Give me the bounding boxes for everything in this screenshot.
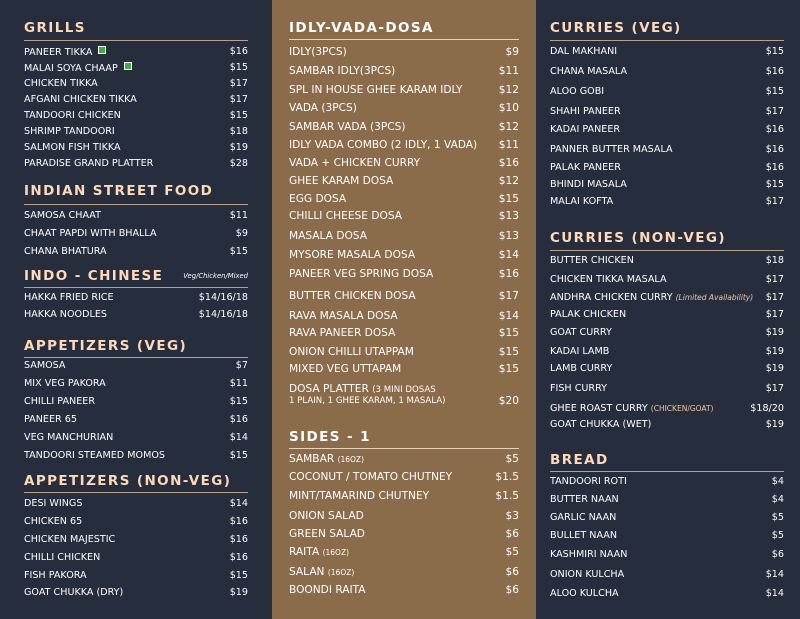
item-price: $16 — [229, 534, 248, 545]
item-price: $5 — [505, 546, 519, 558]
section-note: Veg/Chicken/Mixed — [183, 272, 248, 280]
section-title — [24, 268, 248, 284]
item-name: CHANA BHATURA — [24, 246, 107, 257]
item-name: CHANA MASALA — [550, 66, 628, 77]
menu-item — [289, 471, 519, 483]
item-name: CHILLI PANEER — [24, 396, 96, 407]
section-title: APPETIZERS (NON-VEG) — [24, 473, 232, 489]
item-price: $15 — [498, 346, 519, 358]
item-name: VADA + CHICKEN CURRY — [289, 157, 421, 169]
menu-item — [550, 255, 784, 267]
item-name: CHICKEN TIKKA MASALA — [550, 274, 667, 285]
item-price: $15 — [229, 450, 248, 461]
item-name: CHICKEN TIKKA — [24, 78, 98, 89]
item-name: SALMON FISH TIKKA — [24, 142, 121, 153]
item-name: LAMB CURRY — [550, 363, 613, 374]
item-price: $15 — [498, 363, 519, 375]
item-name: DAL MAKHANI — [550, 46, 618, 57]
menu-item — [550, 162, 784, 174]
item-detail: 1 PLAIN, 1 GHEE KARAM, 1 MASALA) — [289, 396, 446, 406]
item-price: $6 — [771, 549, 784, 560]
menu-item — [550, 549, 784, 561]
menu-item — [24, 78, 248, 90]
item-name: BUTTER CHICKEN — [550, 255, 634, 266]
item-price: $28 — [229, 158, 248, 169]
menu-item — [550, 46, 784, 58]
item-price: $14 — [229, 498, 248, 509]
menu-item — [24, 570, 248, 582]
item-name: ONION CHILLI UTAPPAM — [289, 346, 414, 358]
item-price: $11 — [229, 210, 248, 221]
menu-item — [289, 490, 519, 502]
item-name: MYSORE MASALA DOSA — [289, 249, 416, 261]
item-note: (Limited Availability) — [675, 293, 754, 302]
item-price: $19 — [229, 142, 248, 153]
menu-item — [289, 363, 519, 375]
item-price: $16 — [229, 552, 248, 563]
item-name: RAVA MASALA DOSA — [289, 310, 398, 322]
menu-item — [289, 453, 519, 466]
item-price: $17 — [498, 290, 519, 302]
item-name: SPL IN HOUSE GHEE KARAM IDLY — [289, 84, 463, 96]
item-price: $14 — [229, 432, 248, 443]
item-name: SAMBAR VADA (3PCS) — [289, 121, 406, 133]
item-price: $15 — [229, 570, 248, 581]
item-price: $18 — [765, 255, 784, 266]
menu-item — [550, 196, 784, 208]
menu-item — [289, 157, 519, 169]
divider — [289, 39, 519, 40]
item-name: ANDHRA CHICKEN CURRY — [550, 292, 673, 303]
item-name: MINT/TAMARIND CHUTNEY — [289, 490, 430, 502]
item-price: $4 — [771, 476, 784, 487]
item-price: $16 — [765, 124, 784, 135]
menu-item — [550, 476, 784, 488]
menu-item — [289, 230, 519, 242]
menu-item — [550, 274, 784, 286]
menu-item — [24, 552, 248, 564]
menu-item — [550, 530, 784, 542]
item-name: SAMOSA CHAAT — [24, 210, 101, 221]
menu-item — [24, 432, 248, 444]
item-name: SHAHI PANEER — [550, 106, 621, 117]
item-price: $14 — [765, 588, 784, 599]
menu-item — [24, 378, 248, 390]
item-name: PARADISE GRAND PLATTER — [24, 158, 154, 169]
menu-item — [24, 414, 248, 426]
item-name: GARLIC NAAN — [550, 512, 617, 523]
divider — [550, 40, 784, 41]
menu-item — [24, 110, 248, 122]
item-name: CHICKEN MAJESTIC — [24, 534, 116, 545]
divider — [550, 250, 784, 251]
item-price: $17 — [765, 292, 784, 303]
item-name: MALAI KOFTA — [550, 196, 614, 207]
menu-item — [550, 383, 784, 395]
item-name: GOAT CHUKKA (WET) — [550, 419, 652, 430]
menu-item — [550, 419, 784, 431]
menu-item — [24, 587, 248, 599]
item-name: BHINDI MASALA — [550, 179, 627, 190]
veg-mark-icon — [124, 62, 132, 70]
item-price: $15 — [765, 46, 784, 57]
menu-item — [289, 510, 519, 522]
menu-item — [289, 268, 519, 280]
item-name: PANEER VEG SPRING DOSA — [289, 268, 434, 280]
menu-item — [550, 327, 784, 339]
menu-item — [289, 193, 519, 205]
item-unit: (16OZ) — [337, 455, 364, 464]
item-price: $11 — [229, 378, 248, 389]
divider — [550, 471, 784, 472]
item-name: VADA (3PCS) — [289, 102, 357, 114]
item-price: $11 — [498, 65, 519, 77]
menu-item — [550, 66, 784, 78]
item-price: $19 — [765, 346, 784, 357]
item-price: $16 — [765, 144, 784, 155]
item-name: GHEE KARAM DOSA — [289, 175, 394, 187]
item-price: $16 — [498, 157, 519, 169]
item-name: PANEER TIKKA — [24, 47, 93, 58]
item-name: MIXED VEG UTTAPAM — [289, 363, 402, 375]
item-price: $16 — [765, 162, 784, 173]
menu-item — [289, 546, 519, 559]
menu-item — [550, 346, 784, 358]
right-column — [536, 0, 800, 619]
menu-item — [289, 102, 519, 114]
item-name: MASALA DOSA — [289, 230, 367, 242]
item-price: $15 — [498, 193, 519, 205]
item-price: $16 — [229, 516, 248, 527]
item-name: KADAI LAMB — [550, 346, 610, 357]
menu-item — [289, 310, 519, 322]
item-name: ALOO GOBI — [550, 86, 605, 97]
item-price: $15 — [229, 110, 248, 121]
item-name: GREEN SALAD — [289, 528, 365, 540]
item-name: SAMBAR — [289, 453, 335, 465]
item-price: $7 — [235, 360, 248, 371]
menu-item — [289, 528, 519, 540]
item-price: $17 — [765, 274, 784, 285]
section-title: INDIAN STREET FOOD — [24, 183, 214, 199]
menu-item — [24, 360, 248, 372]
item-name: GHEE ROAST CURRY — [550, 403, 648, 414]
menu-item — [550, 106, 784, 118]
item-price: $1.5 — [495, 490, 519, 502]
item-unit: (16OZ) — [322, 548, 350, 557]
menu-item — [24, 158, 248, 170]
item-price: $14 — [498, 310, 519, 322]
menu-item — [289, 139, 519, 151]
item-name: CHILLI CHICKEN — [24, 552, 101, 563]
section-title: CURRIES (VEG) — [550, 20, 682, 36]
section-title: CURRIES (NON-VEG) — [550, 230, 726, 246]
divider — [289, 448, 519, 449]
menu-item — [289, 249, 519, 261]
item-name: MALAI SOYA CHAAP — [24, 63, 118, 74]
menu-item — [550, 512, 784, 524]
item-name: HAKKA FRIED RICE — [24, 292, 114, 303]
item-price: $14/16/18 — [198, 292, 248, 303]
item-price: $1.5 — [495, 471, 519, 483]
menu-item — [24, 396, 248, 408]
item-name: CHICKEN 65 — [24, 516, 83, 527]
menu-item — [24, 450, 248, 462]
item-name: BULLET NAAN — [550, 530, 618, 541]
menu-item — [24, 516, 248, 528]
item-note: (CHICKEN/GOAT) — [650, 404, 714, 413]
menu-item — [550, 363, 784, 375]
menu-item — [550, 179, 784, 191]
item-name: BUTTER CHICKEN DOSA — [289, 290, 416, 302]
section-title: GRILLS — [24, 20, 86, 36]
item-name: ONION SALAD — [289, 510, 364, 522]
item-name: TANDOORI CHICKEN — [24, 110, 121, 121]
item-name: SALAN — [289, 566, 325, 578]
item-price: $19 — [765, 327, 784, 338]
item-price: $16 — [765, 66, 784, 77]
menu-item — [289, 65, 519, 77]
item-price: $17 — [765, 106, 784, 117]
item-name: BUTTER NAAN — [550, 494, 619, 505]
item-price: $9 — [505, 46, 519, 58]
item-name: SHRIMP TANDOORI — [24, 126, 115, 137]
menu-item — [289, 566, 519, 579]
menu-item — [24, 94, 248, 106]
menu-item — [24, 534, 248, 546]
section-title: IDLY-VADA-DOSA — [289, 20, 434, 36]
item-price: $16 — [229, 414, 248, 425]
item-price: $15 — [229, 62, 248, 73]
section-title: APPETIZERS (VEG) — [24, 338, 188, 354]
menu-item — [289, 584, 519, 596]
item-detail: (3 MINI DOSAS — [372, 385, 436, 395]
item-name: ONION KULCHA — [550, 569, 625, 580]
item-name: DOSA PLATTER — [289, 383, 369, 395]
item-price: $12 — [498, 84, 519, 96]
item-name: KADAI PANEER — [550, 124, 621, 135]
item-name: TANDOORI ROTI — [550, 476, 627, 487]
item-name: VEG MANCHURIAN — [24, 432, 114, 443]
item-price: $6 — [505, 566, 519, 578]
menu-item — [550, 403, 784, 415]
item-name: HAKKA NOODLES — [24, 309, 107, 320]
item-name: KASHMIRI NAAN — [550, 549, 628, 560]
menu-item — [24, 228, 248, 240]
menu-item — [550, 124, 784, 136]
menu-item — [550, 292, 784, 304]
item-name: FISH CURRY — [550, 383, 607, 394]
item-name: FISH PAKORA — [24, 570, 87, 581]
item-unit: (16OZ) — [327, 568, 355, 577]
menu-item — [24, 126, 248, 138]
section-title: BREAD — [550, 452, 609, 468]
menu-item — [24, 46, 248, 59]
divider — [24, 287, 248, 288]
menu-item — [550, 86, 784, 98]
item-name: RAVA PANEER DOSA — [289, 327, 396, 339]
menu-item — [24, 142, 248, 154]
item-price: $17 — [765, 383, 784, 394]
item-price: $14 — [498, 249, 519, 261]
item-price: $15 — [765, 179, 784, 190]
item-price: $15 — [765, 86, 784, 97]
item-price: $19 — [765, 419, 784, 430]
item-price: $10 — [498, 102, 519, 114]
menu-item — [289, 210, 519, 222]
item-price: $13 — [498, 210, 519, 222]
item-name: PALAK PANEER — [550, 162, 621, 173]
middle-column — [272, 0, 536, 619]
item-price: $4 — [771, 494, 784, 505]
item-name: RAITA — [289, 546, 320, 558]
item-price: $16 — [498, 268, 519, 280]
menu-item — [550, 588, 784, 600]
item-price: $5 — [771, 512, 784, 523]
item-name: ALOO KULCHA — [550, 588, 619, 599]
item-name: CHAAT PAPDI WITH BHALLA — [24, 228, 157, 239]
item-price: $14/16/18 — [198, 309, 248, 320]
item-price: $16 — [229, 46, 248, 57]
item-name: IDLY VADA COMBO (2 IDLY, 1 VADA) — [289, 139, 478, 151]
section-title-text: INDO - CHINESE — [24, 268, 164, 284]
divider — [24, 357, 248, 358]
item-price: $17 — [229, 78, 248, 89]
item-name: IDLY(3PCS) — [289, 46, 347, 58]
item-price: $20 — [498, 395, 519, 407]
menu-item — [550, 144, 784, 156]
item-name: SAMOSA — [24, 360, 66, 371]
dosa-platter-item — [289, 383, 519, 406]
item-price: $17 — [765, 196, 784, 207]
item-name: DESI WINGS — [24, 498, 83, 509]
item-price: $15 — [498, 327, 519, 339]
item-name: GOAT CHUKKA (DRY) — [24, 587, 124, 598]
menu-item — [289, 84, 519, 96]
menu-item — [550, 309, 784, 321]
item-price: $12 — [498, 121, 519, 133]
item-price: $5 — [505, 453, 519, 465]
menu-item — [289, 121, 519, 133]
menu-item — [24, 292, 248, 304]
item-price: $6 — [505, 584, 519, 596]
item-name: PALAK CHICKEN — [550, 309, 627, 320]
item-price: $19 — [229, 587, 248, 598]
menu-item — [550, 494, 784, 506]
item-price: $11 — [498, 139, 519, 151]
menu-item — [289, 175, 519, 187]
item-price: $12 — [498, 175, 519, 187]
menu-item — [24, 498, 248, 510]
menu-item — [289, 346, 519, 358]
item-price: $17 — [229, 94, 248, 105]
item-price: $5 — [771, 530, 784, 541]
item-name: PANNER BUTTER MASALA — [550, 144, 673, 155]
item-price: $18/20 — [750, 403, 784, 414]
item-name: AFGANI CHICKEN TIKKA — [24, 94, 137, 105]
item-price: $13 — [498, 230, 519, 242]
item-price: $9 — [235, 228, 248, 239]
item-name: CHILLI CHEESE DOSA — [289, 210, 402, 222]
left-column — [0, 0, 272, 619]
item-price: $14 — [765, 569, 784, 580]
item-name: COCONUT / TOMATO CHUTNEY — [289, 471, 453, 483]
item-price: $18 — [229, 126, 248, 137]
item-price: $17 — [765, 309, 784, 320]
menu-item — [24, 62, 248, 75]
divider — [24, 204, 248, 205]
menu-item — [24, 210, 248, 222]
menu-item — [289, 46, 519, 58]
item-name: GOAT CURRY — [550, 327, 612, 338]
item-price: $19 — [765, 363, 784, 374]
divider — [24, 492, 248, 493]
item-name: TANDOORI STEAMED MOMOS — [24, 450, 165, 461]
item-price: $15 — [229, 246, 248, 257]
item-name: SAMBAR IDLY(3PCS) — [289, 65, 396, 77]
item-name: BOONDI RAITA — [289, 584, 366, 596]
menu-item — [550, 569, 784, 581]
section-title: SIDES - 1 — [289, 429, 371, 445]
item-name: MIX VEG PAKORA — [24, 378, 106, 389]
menu-item — [24, 246, 248, 258]
item-name: PANEER 65 — [24, 414, 77, 425]
item-price: $3 — [505, 510, 519, 522]
menu-item — [289, 290, 519, 302]
item-price: $6 — [505, 528, 519, 540]
menu-item — [24, 309, 248, 321]
menu-item — [289, 327, 519, 339]
item-name: EGG DOSA — [289, 193, 347, 205]
divider — [24, 40, 248, 41]
veg-mark-icon — [98, 46, 106, 54]
item-price: $15 — [229, 396, 248, 407]
